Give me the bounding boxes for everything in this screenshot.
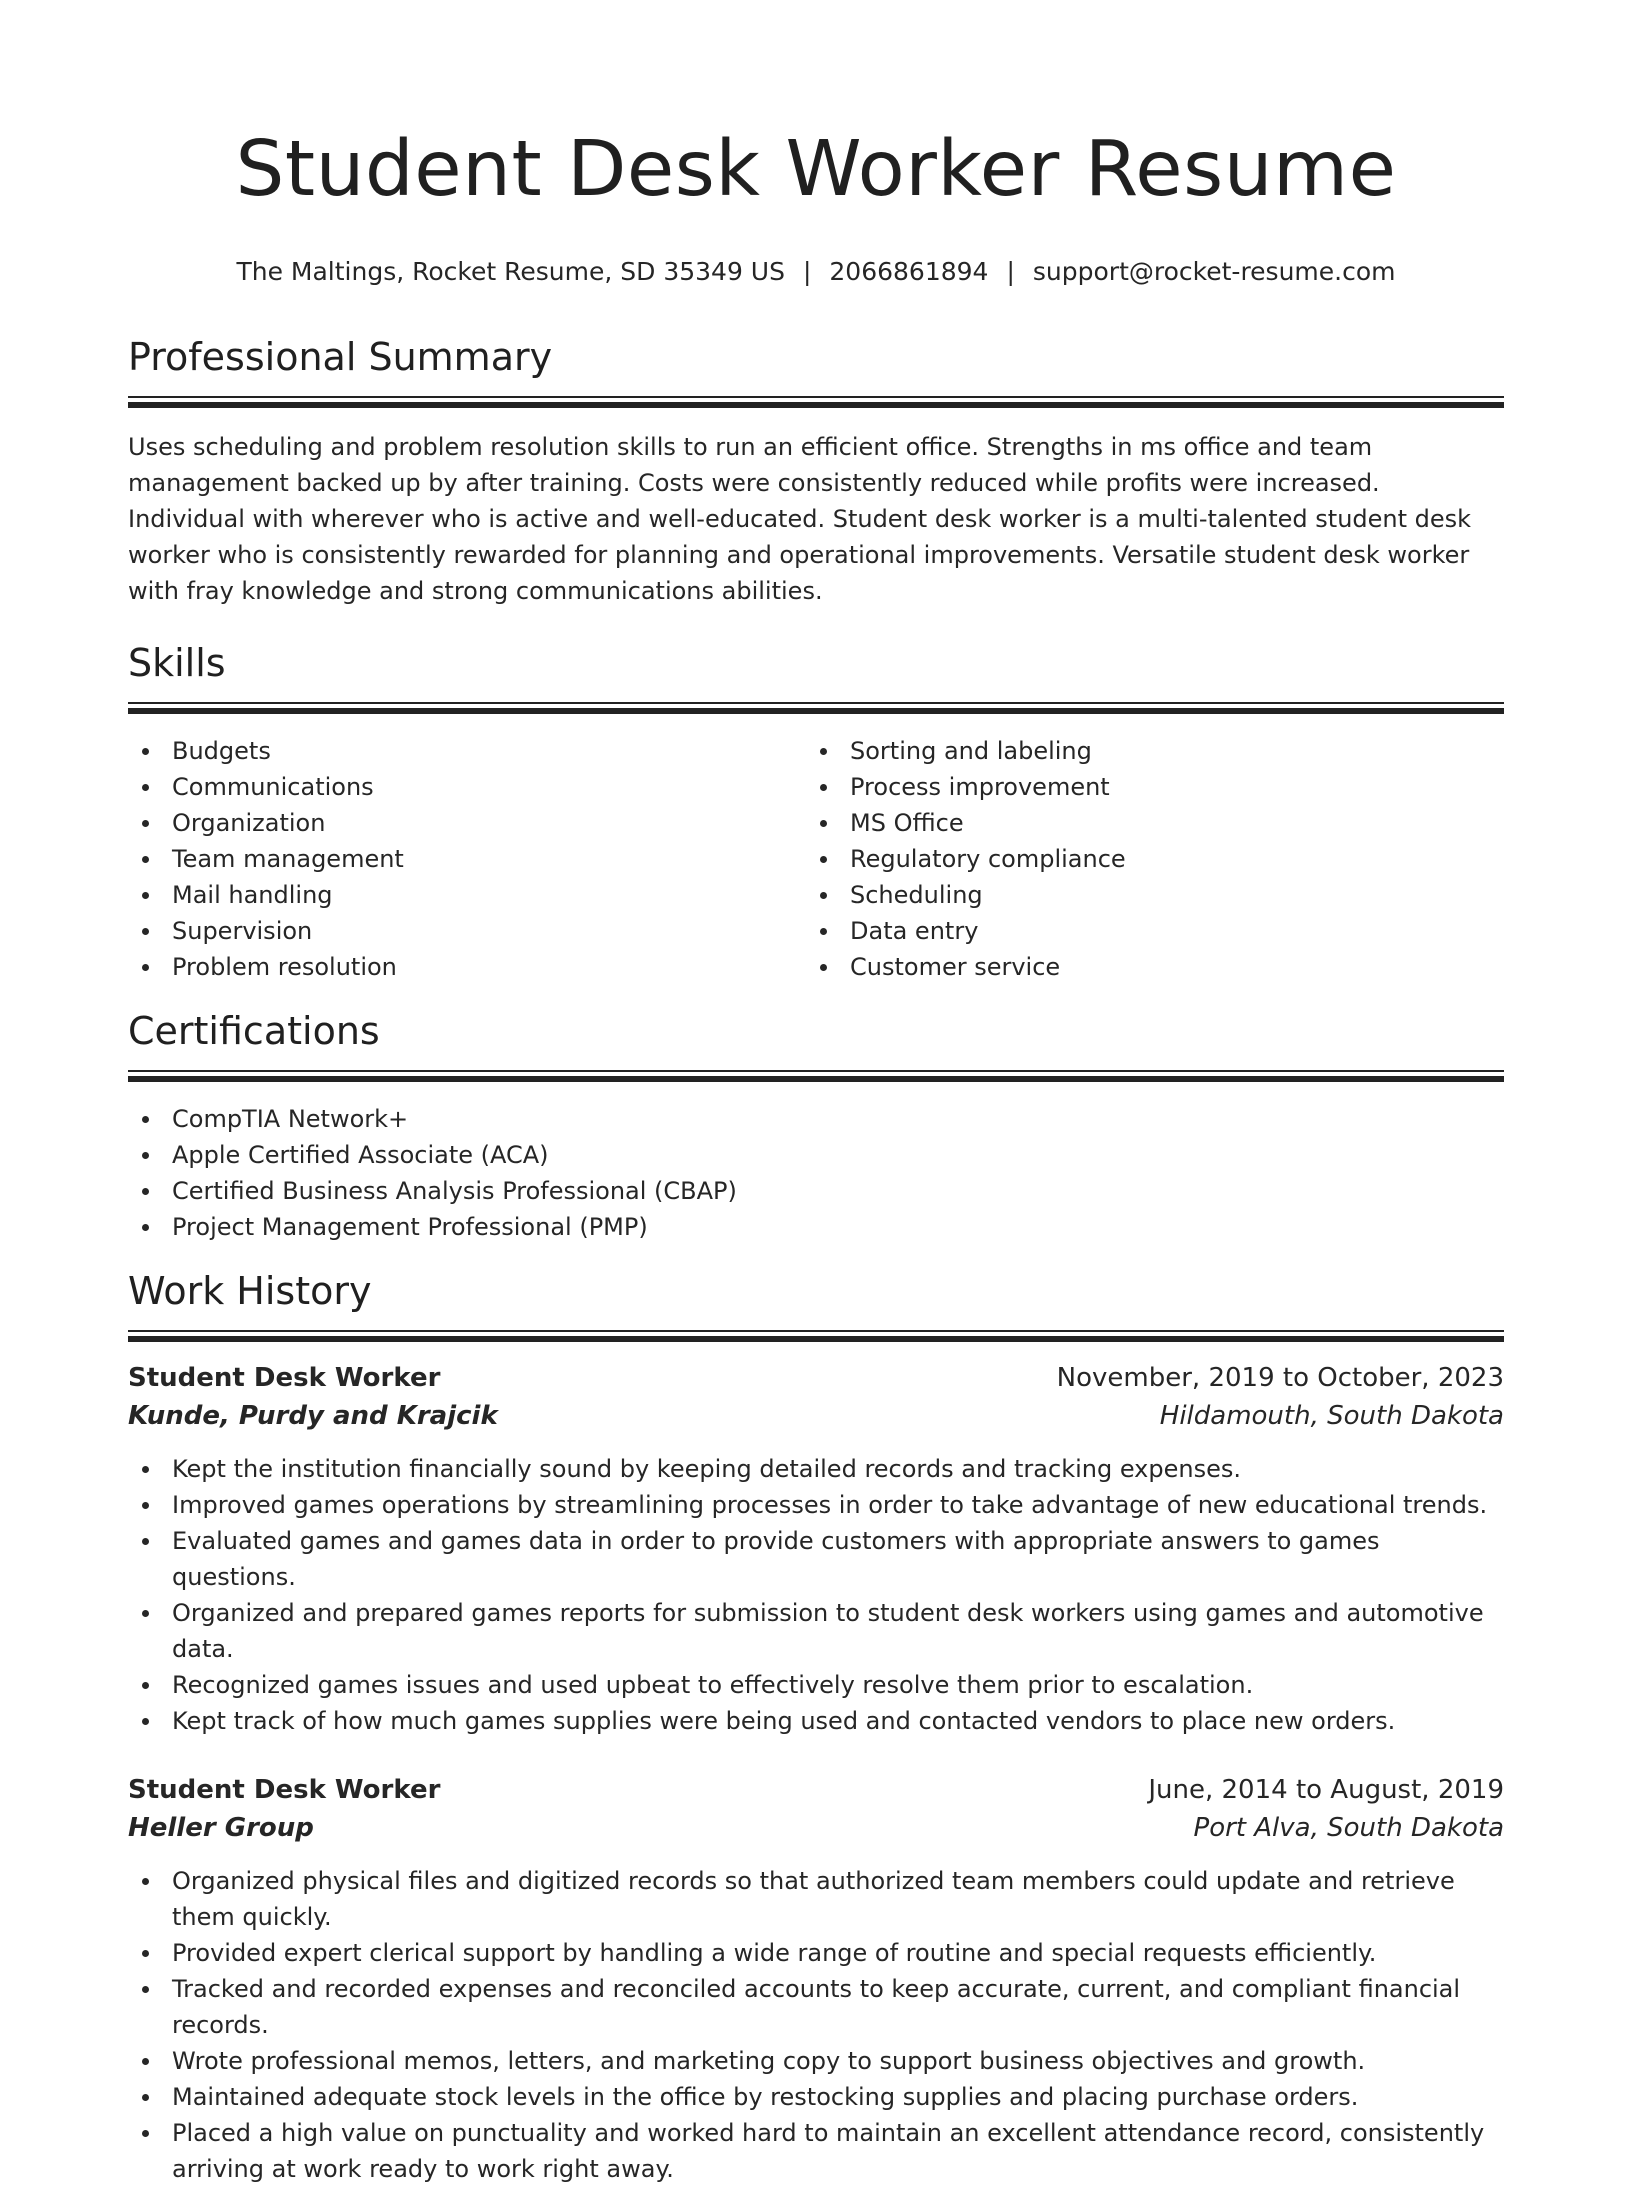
- skill-item: Problem resolution: [128, 949, 806, 985]
- job-header: [128, 1359, 1504, 1397]
- section-rule: [128, 396, 1504, 408]
- job-entry: [128, 1359, 1504, 1739]
- contact-separator: |: [1006, 257, 1015, 286]
- contact-separator: |: [802, 257, 812, 286]
- job-company: Kunde, Purdy and Krajcik: [128, 1401, 498, 1431]
- job-bullets: [128, 1451, 1504, 1739]
- skill-item: Customer service: [806, 949, 1484, 985]
- job-bullets: [128, 1863, 1504, 2187]
- certification-item: Project Management Professional (PMP): [128, 1209, 1504, 1245]
- job-header: [128, 1771, 1504, 1809]
- job-bullet: Organized physical files and digitized records so that authorized team members could update and retrieve them quickly.: [128, 1863, 1504, 1935]
- certification-item: CompTIA Network+: [128, 1101, 1504, 1137]
- job-dates: June, 2014 to August, 2019: [1148, 1775, 1504, 1805]
- job-bullet: Maintained adequate stock levels in the office by restocking supplies and placing purchase orders.: [128, 2079, 1504, 2115]
- job-location: Port Alva, South Dakota: [1193, 1813, 1504, 1843]
- job-location: Hildamouth, South Dakota: [1159, 1401, 1504, 1431]
- job-bullet: Kept track of how much games supplies were being used and contacted vendors to place new orders.: [128, 1703, 1504, 1739]
- section-rule: [128, 1070, 1504, 1082]
- job-subheader: [128, 1397, 1504, 1435]
- skill-item: Scheduling: [806, 877, 1484, 913]
- skill-item: Process improvement: [806, 769, 1484, 805]
- job-company: Heller Group: [128, 1813, 314, 1843]
- section-heading: Certifications: [128, 1009, 380, 1053]
- certification-item: Certified Business Analysis Professional (CBAP): [128, 1173, 1504, 1209]
- job-bullet: Organized and prepared games reports for submission to student desk workers using games and automotive data.: [128, 1595, 1504, 1667]
- contact-line: [128, 255, 1504, 289]
- certifications-section: [128, 1006, 1504, 1245]
- skills-list-right: [806, 733, 1484, 985]
- job-bullet: Provided expert clerical support by handling a wide range of routine and special requests efficiently.: [128, 1935, 1504, 1971]
- job-bullet: Recognized games issues and used upbeat to effectively resolve them prior to escalation.: [128, 1667, 1504, 1703]
- skill-item: Organization: [128, 805, 806, 841]
- job-title: Student Desk Worker: [128, 1363, 441, 1393]
- job-bullet: Improved games operations by streamlining processes in order to take advantage of new educational trends.: [128, 1487, 1504, 1523]
- skill-item: Regulatory compliance: [806, 841, 1484, 877]
- job-entry: [128, 1771, 1504, 2187]
- skill-item: MS Office: [806, 805, 1484, 841]
- section-heading: Professional Summary: [128, 335, 553, 379]
- skills-columns: [128, 733, 1504, 985]
- skill-item: Supervision: [128, 913, 806, 949]
- skill-item: Budgets: [128, 733, 806, 769]
- work-section: [128, 1266, 1504, 2187]
- job-dates: November, 2019 to October, 2023: [1056, 1363, 1504, 1393]
- resume-title: Student Desk Worker Resume: [235, 125, 1397, 214]
- contact-address: The Maltings, Rocket Resume, SD 35349 US: [236, 257, 785, 286]
- skill-item: Data entry: [806, 913, 1484, 949]
- job-bullet: Evaluated games and games data in order to provide customers with appropriate answers to games questions.: [128, 1523, 1504, 1595]
- summary-text: Uses scheduling and problem resolution skills to run an efficient office. Strengths in ms office and team management backed up by after training. Costs were consistently reduced while profits were increased. Individual with wherever who is active and well-educated. Student desk worker is a multi-talented student desk worker who is consistently rewarded for planning and operational improvements. Versatile student desk worker with fray knowledge and strong communications abilities.: [128, 433, 1472, 605]
- skill-item: Team management: [128, 841, 806, 877]
- skills-list-left: [128, 733, 806, 985]
- job-bullet: Tracked and recorded expenses and reconciled accounts to keep accurate, current, and compliant financial records.: [128, 1971, 1504, 2043]
- skill-item: Communications: [128, 769, 806, 805]
- section-rule: [128, 1330, 1504, 1342]
- certification-item: Apple Certified Associate (ACA): [128, 1137, 1504, 1173]
- job-bullet: Placed a high value on punctuality and worked hard to maintain an excellent attendance record, consistently arriving at work ready to work right away.: [128, 2115, 1504, 2187]
- contact-phone: 2066861894: [829, 257, 989, 286]
- skill-item: Mail handling: [128, 877, 806, 913]
- resume-page: [128, 0, 1504, 2187]
- skill-item: Sorting and labeling: [806, 733, 1484, 769]
- summary-section: [128, 332, 1504, 609]
- job-bullet: Wrote professional memos, letters, and marketing copy to support business objectives and growth.: [128, 2043, 1504, 2079]
- job-title: Student Desk Worker: [128, 1775, 441, 1805]
- certifications-list: [128, 1101, 1504, 1245]
- skills-section: [128, 638, 1504, 985]
- job-subheader: [128, 1809, 1504, 1847]
- job-bullet: Kept the institution financially sound by keeping detailed records and tracking expenses.: [128, 1451, 1504, 1487]
- contact-email: support@rocket-resume.com: [1032, 257, 1396, 286]
- section-heading: Skills: [128, 641, 226, 685]
- section-heading: Work History: [128, 1269, 372, 1313]
- section-rule: [128, 702, 1504, 714]
